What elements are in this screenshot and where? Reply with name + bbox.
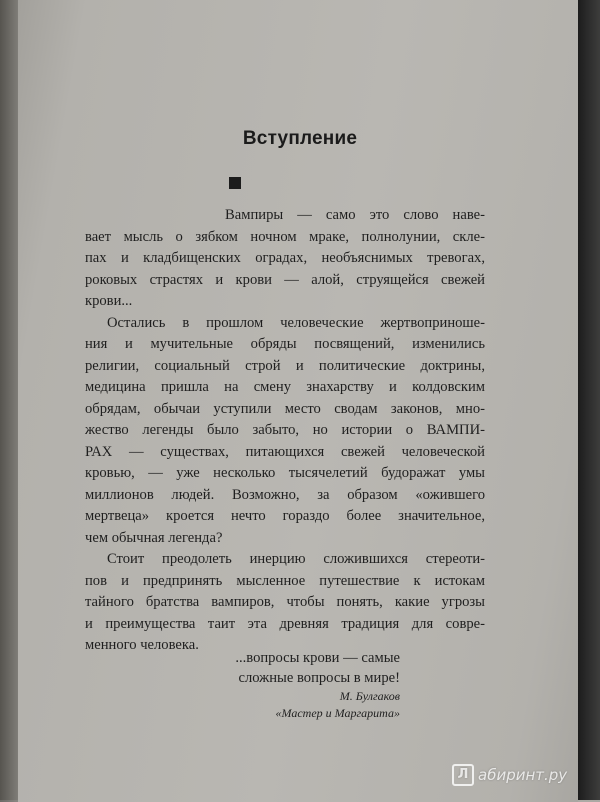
text-line: тайного братства вампиров, чтобы понять, какие угрозы bbox=[85, 594, 485, 610]
text-line: Остались в прошлом человеческие жертвоприноше- bbox=[107, 314, 485, 331]
text-line: религии, социальный строй и политические доктрины, bbox=[85, 357, 485, 374]
text-line: обрядам, обычаи уступили место сводам законов, мно- bbox=[85, 400, 485, 417]
text-line: Стоит преодолеть инерцию сложившихся стереоти- bbox=[107, 551, 485, 567]
text-line: кровью, — уже несколько тысячелетий будоражат умы bbox=[85, 465, 485, 481]
text-line: медицина пришла на смену знахарству и колдовским bbox=[85, 379, 485, 395]
text-line: жество легенды было забыто, но истории о ВАМПИ- bbox=[85, 422, 485, 438]
epigraph-author: М. Булгаков bbox=[339, 689, 400, 703]
text-line: пах и кладбищенских оградах, необъяснимых тревогах, bbox=[85, 250, 485, 266]
text-line: крови... bbox=[85, 293, 133, 309]
text-line: Вампиры — само это слово наве- bbox=[225, 207, 485, 223]
epigraph-source: «Мастер и Маргарита» bbox=[275, 706, 400, 720]
text-line: вает мысль о зябком ночном мраке, полнолунии, скле- bbox=[85, 228, 485, 245]
labirint-watermark bbox=[452, 764, 567, 786]
book-cover-edge bbox=[578, 0, 600, 800]
text-line: пов и предпринять мысленное путешествие к истокам bbox=[85, 572, 485, 589]
text-line: и преимущества таит эта древняя традиция для совре- bbox=[85, 615, 485, 632]
text-line: РАХ — существах, питающихся свежей человеческой bbox=[85, 443, 485, 460]
watermark-text: абиринт.ру bbox=[478, 766, 568, 784]
text-line: чем обычная легенда? bbox=[85, 529, 223, 546]
epigraph-line: ...вопросы крови — самые bbox=[235, 650, 400, 666]
text-line: роковых страстях и крови — алой, струящейся свежей bbox=[85, 271, 485, 288]
epigraph bbox=[150, 648, 400, 722]
epigraph-line: сложные вопросы в мире! bbox=[238, 670, 400, 686]
body-text bbox=[85, 205, 485, 657]
text-line: миллионов людей. Возможно, за образом «ожившего bbox=[85, 486, 485, 503]
section-square-marker bbox=[229, 177, 241, 189]
text-line: мертвеца» кроется нечто гораздо более значительное, bbox=[85, 508, 485, 524]
chapter-heading: Вступление bbox=[242, 128, 358, 149]
labirint-logo-icon: Л bbox=[452, 764, 474, 786]
text-line: менного человека. bbox=[85, 637, 199, 653]
text-line: ния и мучительные обряды посвящений, изменились bbox=[85, 336, 485, 352]
